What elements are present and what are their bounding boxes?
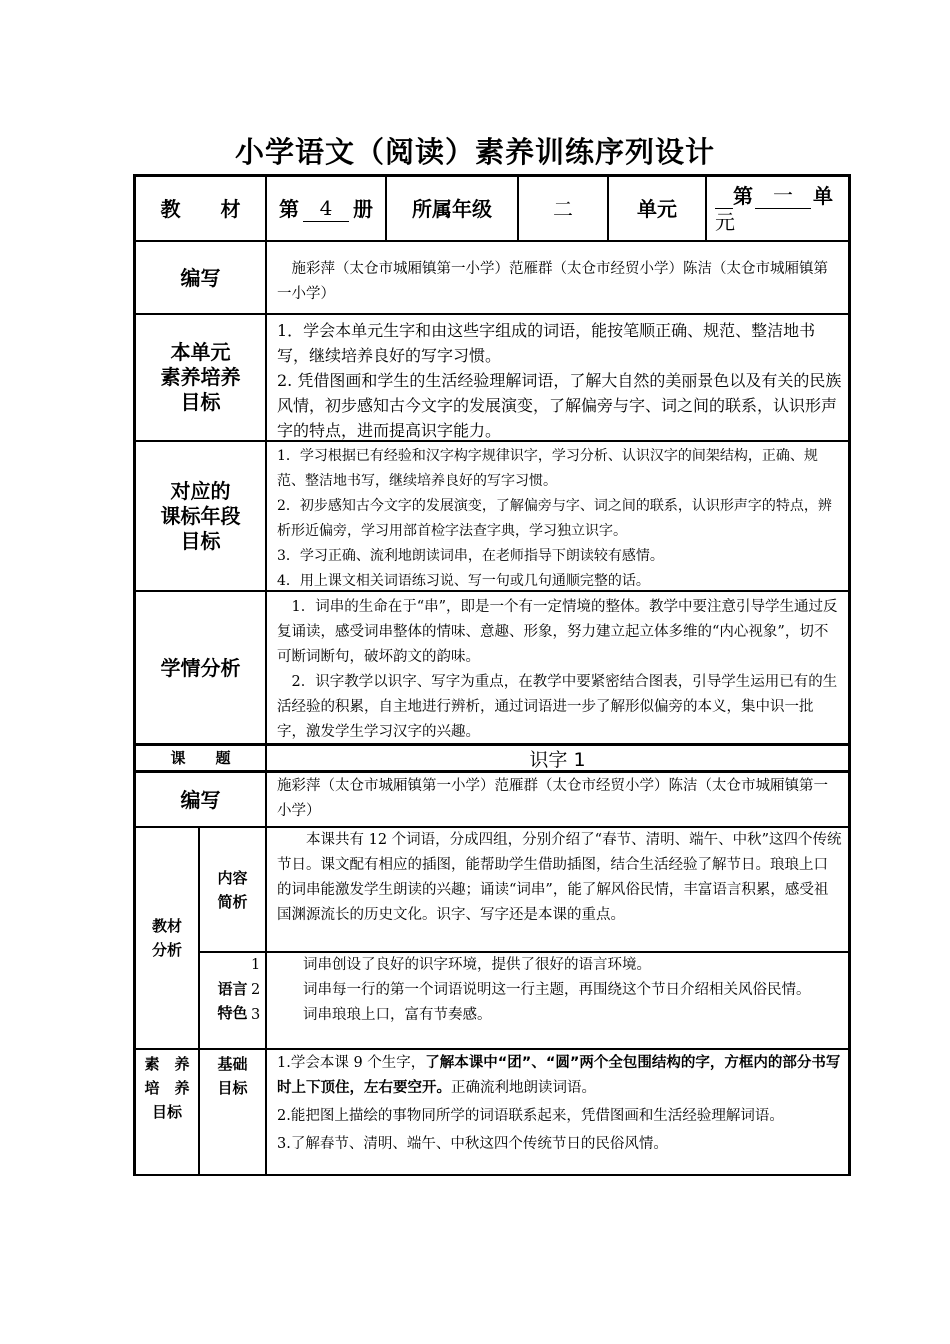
learner-analysis-text: [267, 592, 848, 743]
unit-goal-item: 1．学会本单元生字和由这些字组成的词语，能按笔顺正确、规范、整洁地书写，继续培养良好的写字习惯。: [277, 321, 816, 365]
unit-wrap: 元: [715, 210, 735, 234]
learner-analysis-para: 2．识字教学以识字、写字为重点，在教学中要紧密结合图表，引导学生运用已有的生活经验的积累，自主地进行辨析，通过词语进一步了解形似偏旁的本义，集中识一批字，激发学生学习汉字的兴趣。: [277, 674, 838, 740]
lesson-authors-label: 编写: [180, 787, 221, 812]
unit-goals-label: 本单元 素养培养 目标: [160, 340, 241, 414]
unit-label: 单元: [637, 196, 677, 221]
topic-value: 识字 1: [529, 748, 586, 771]
topic-label: 课 题: [170, 749, 231, 767]
basic-goal-item: 2.能把图上描绘的事物同所学的词语联系起来，凭借图画和生活经验理解词语。: [277, 1108, 784, 1124]
unit-value-cell: [707, 182, 848, 238]
authors-text: 施彩萍（太仓市城厢镇第一小学）范雁群（太仓市经贸小学）陈洁（太仓市城厢镇第一小学）: [277, 261, 828, 302]
lesson-authors-text: 施彩萍（太仓市城厢镇第一小学）范雁群（太仓市经贸小学）陈洁（太仓市城厢镇第一小学）: [277, 778, 828, 819]
curriculum-goal-item: 3．学习正确、流利地朗读词串，在老师指导下朗读较有感情。: [277, 548, 664, 564]
volume-cell: [267, 177, 385, 240]
basic-goals-label: 基础 目标: [217, 1055, 248, 1097]
authors-label: 编写: [180, 265, 221, 290]
learner-analysis-label: 学情分析: [160, 655, 241, 680]
page-title: 小学语文（阅读）素养训练序列设计: [234, 135, 715, 169]
feature-item: 2 词串每一行的第一个词语说明这一行主题，再围绕这个节日介绍相关风俗民情。: [251, 982, 811, 998]
content-summary-label: 内容 简析: [217, 868, 248, 911]
grade-value: 二: [553, 196, 573, 221]
curriculum-goal-item: 1．学习根据已有经验和汉字构字规律识字，学习分析、认识汉字的间架结构，正确、规范、整洁地书写，继续培养良好的写字习惯。: [277, 448, 818, 489]
language-features-list: [251, 953, 848, 1048]
learner-analysis-para: 1．词串的生命在于“串”，即是一个有一定情境的整体。教学中要注意引导学生通过反复诵读，感受词串整体的情味、意趣、形象，努力建立起立体多维的“内心视象”，切不可断词断句，破坏韵文的韵味。: [277, 599, 838, 665]
table-border-right: [848, 174, 851, 1176]
grade-label: 所属年级: [412, 196, 492, 221]
unit-blank: [715, 188, 733, 209]
volume-number: 4: [303, 195, 349, 222]
curriculum-goal-item: 4．用上课文相关词语练习说、写一句或几句通顺完整的话。: [277, 573, 650, 589]
curriculum-goals-label: 对应的 课标年段 目标: [160, 478, 241, 553]
volume-suffix: 册: [353, 196, 373, 221]
feature-item: 3 词串琅琅上口，富有节奏感。: [251, 1007, 492, 1023]
curriculum-goals-text: [267, 442, 848, 590]
feature-item: 1 词串创设了良好的识字环境，提供了很好的语言环境。: [251, 957, 651, 973]
basic-goal-item: 1.学会本课 9 个生字，了解本课中“团”、“圆”两个全包围结构的字，方框内的部分书写时上下顶住，左右要空开。正确流利地朗读词语。: [277, 1055, 841, 1096]
unit-goals-text: [267, 315, 848, 440]
unit-prefix: 第: [733, 184, 753, 208]
content-summary-text: 本课共有 12 个词语，分成四组，分别介绍了“春节、清明、端午、中秋”这四个传统节日。课文配有相应的插图，能帮助学生借助插图，结合生活经验了解节日。琅琅上口的词串能激发学生朗读的兴趣；诵读“词串”，能了解风俗民情，丰富语言积累，感受祖国渊源流长的历史文化。识字、写字还是本课的重点。: [277, 832, 842, 923]
material-analysis-label: 教材 分析: [151, 917, 182, 959]
unit-value: 一: [755, 182, 811, 209]
textbook-label: 教 材: [160, 196, 241, 221]
basic-goals-text: [267, 1050, 848, 1174]
basic-goal-item: 3.了解春节、清明、端午、中秋这四个传统节日的民俗风情。: [277, 1136, 668, 1152]
volume-prefix: 第: [279, 196, 299, 221]
table-border-bottom: [133, 1174, 851, 1176]
unit-goal-item: 2. 凭借图画和学生的生活经验理解词语，了解大自然的美丽景色以及有关的民族风情，初步感知古今文字的发展演变，了解偏旁与字、词之间的联系，认识形声字的特点，进而提高识字能力。: [277, 371, 842, 440]
literacy-goals-label: 素 养 培 养 目标: [144, 1055, 190, 1121]
language-features-label: 语言 特色: [217, 979, 248, 1022]
curriculum-goal-item: 2．初步感知古今文字的发展演变，了解偏旁与字、词之间的联系，认识形声字的特点，辨析形近偏旁，学习用部首检字法查字典，学习独立识字。: [277, 498, 832, 539]
unit-suffix: 单: [813, 184, 833, 208]
